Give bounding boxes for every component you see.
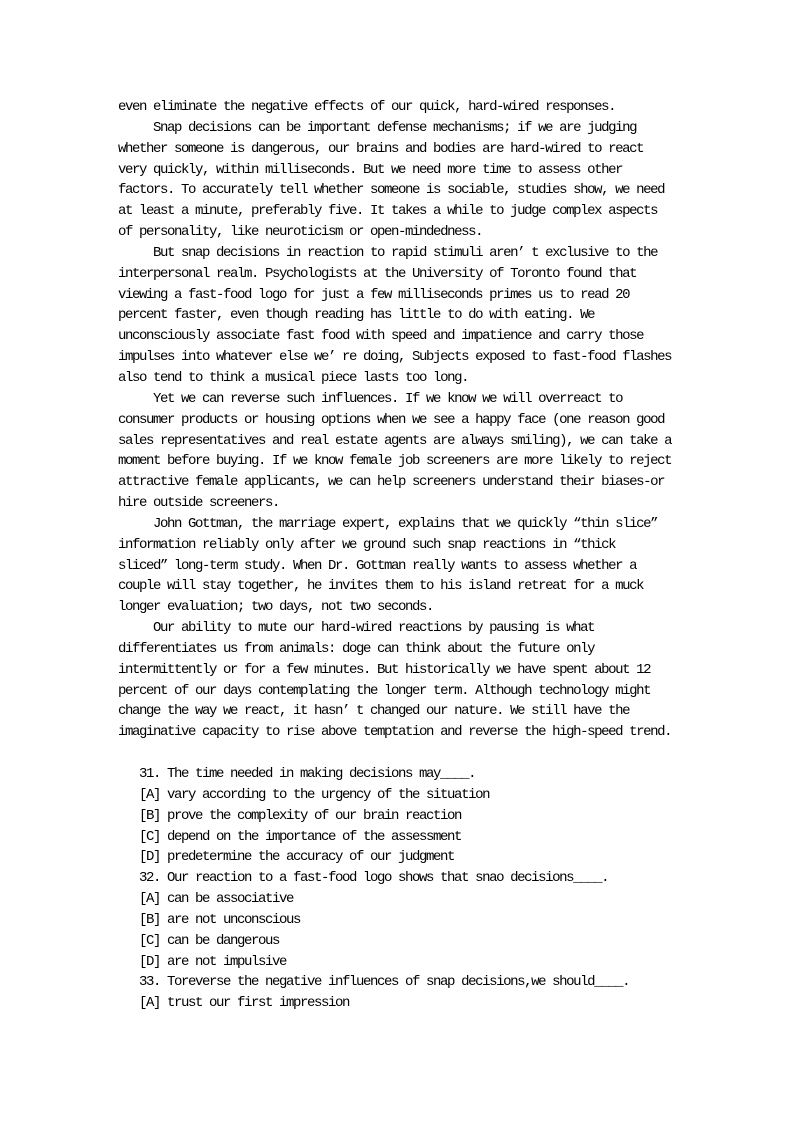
question-option: [A] can be associative (139, 891, 294, 908)
passage-line: at least a minute, preferably five. It takes a while to judge complex aspects (118, 203, 658, 220)
passage-line: longer evaluation; two days, not two seconds. (118, 599, 434, 616)
paragraph (118, 97, 671, 118)
question-option: [C] can be dangerous (139, 932, 280, 949)
question-option: [B] are not unconscious (139, 911, 301, 928)
passage-line: viewing a fast-food logo for just a few milliseconds primes us to read 20 (118, 286, 630, 303)
passage-line: also tend to think a musical piece lasts too long. (118, 369, 469, 386)
passage-line: percent of our days contemplating the longer term. Although technology might (118, 682, 651, 699)
passage-line: interpersonal realm. Psychologists at the University of Toronto found that (118, 265, 637, 282)
passage (118, 97, 671, 743)
passage-line: whether someone is dangerous, our brains and bodies are hard-wired to react (118, 140, 644, 157)
question-option: [D] are not impulsive (139, 953, 287, 970)
passage-line: couple will stay together, he invites them to his island retreat for a muck (118, 578, 644, 595)
passage-line: even eliminate the negative effects of our quick, hard-wired responses. (118, 99, 616, 115)
passage-line: intermittently or for a few minutes. But historically we have spent about 12 (118, 661, 651, 678)
paragraph (118, 389, 671, 514)
question-stem: 33. Toreverse the negative influences of snap decisions,we should____. (139, 974, 630, 991)
question-option: [B] prove the complexity of our brain reaction (139, 807, 462, 824)
passage-line: very quickly, within milliseconds. But we need more time to assess other (118, 161, 623, 178)
passage-line: sliced” long-term study. When Dr. Gottman really wants to assess whether a (118, 557, 637, 574)
passage-line: But snap decisions in reaction to rapid stimuli aren’ t exclusive to the (118, 244, 658, 261)
passage-line: unconsciously associate fast food with speed and impatience and carry those (118, 328, 644, 345)
question-stem: 32. Our reaction to a fast-food logo shows that snao decisions____. (139, 870, 609, 887)
passage-line: factors. To accurately tell whether someone is sociable, studies show, we need (118, 182, 665, 199)
passage-line: impulses into whatever else we’ re doing, Subjects exposed to fast-food flashes (118, 349, 672, 366)
question-option: [A] trust our first impression (139, 995, 350, 1012)
passage-line: Snap decisions can be important defense mechanisms; if we are judging (118, 119, 637, 136)
passage-line: information reliably only after we ground such snap reactions in “thick (118, 536, 616, 553)
passage-line: John Gottman, the marriage expert, explains that we quickly “thin slice” (118, 515, 658, 532)
paragraph (118, 618, 671, 743)
passage-line: imaginative capacity to rise above temptation and reverse the high-speed trend. (118, 724, 672, 741)
passage-line: Yet we can reverse such influences. If we know we will overreact to (118, 390, 623, 407)
passage-line: Our ability to mute our hard-wired reactions by pausing is what (118, 620, 595, 637)
paragraph (118, 514, 671, 618)
question-stem: 31. The time needed in making decisions may____. (139, 766, 476, 782)
passage-line: percent faster, even though reading has little to do with eating. We (118, 307, 595, 324)
question-option: [A] vary according to the urgency of the situation (139, 786, 490, 803)
passage-line: consumer products or housing options when we see a happy face (one reason good (118, 411, 665, 428)
passage-line: hire outside screeners. (118, 495, 280, 512)
question-option: [D] predetermine the accuracy of our judgment (139, 849, 455, 866)
passage-line: sales representatives and real estate agents are always smiling), we can take a (118, 432, 672, 449)
paragraph (118, 118, 671, 243)
passage-line: differentiates us from animals: doge can think about the future only (118, 640, 595, 657)
passage-line: attractive female applicants, we can help screeners understand their biases-or (118, 474, 665, 491)
passage-line: moment before buying. If we know female job screeners are more likely to reject (118, 453, 672, 470)
questions (118, 764, 671, 1014)
page-content (118, 97, 671, 1014)
paragraph (118, 243, 671, 389)
passage-line: of personality, like neuroticism or open-mindedness. (118, 224, 483, 241)
question-option: [C] depend on the importance of the assessment (139, 828, 462, 845)
passage-line: change the way we react, it hasn’ t changed our nature. We still have the (118, 703, 630, 720)
